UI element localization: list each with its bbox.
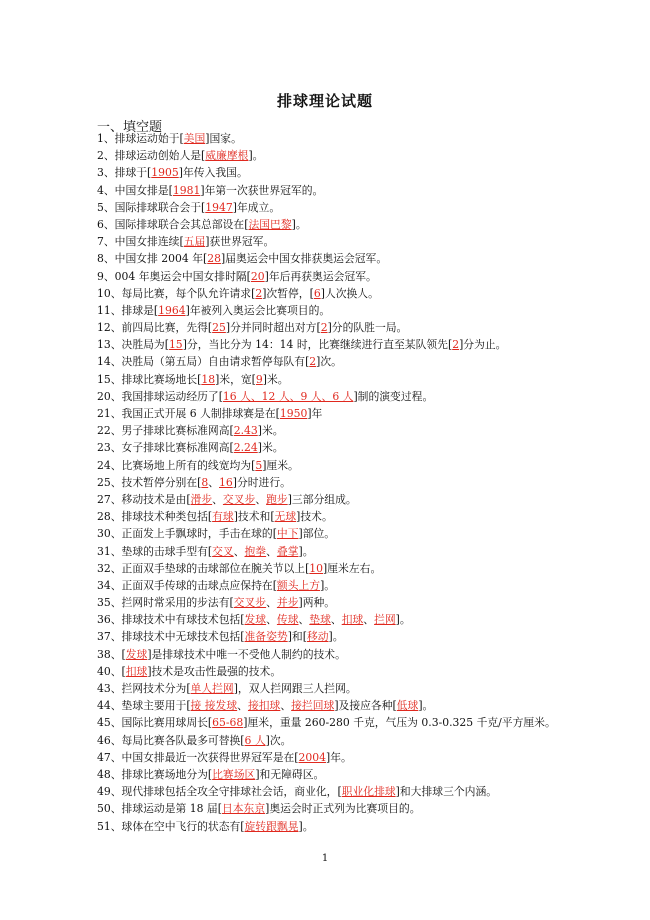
question-text: 44、垫球主要用于[ [97, 699, 191, 713]
answer-text: 比赛场区 [212, 767, 256, 781]
question-item [97, 783, 617, 800]
question-item [97, 216, 617, 233]
answer-text: 并步 [276, 596, 299, 610]
question-item [97, 628, 617, 645]
question-item [97, 594, 617, 611]
question-text: ]年 [307, 407, 323, 420]
question-text: ]人次换人。 [320, 286, 379, 300]
question-item [97, 732, 617, 749]
question-item [97, 491, 617, 508]
question-text: 3、排球于[ [97, 166, 152, 180]
answer-text: 低球 [396, 699, 419, 713]
question-text: 11、排球是[ [97, 303, 159, 317]
question-item [97, 457, 617, 474]
question-text: 22、男子排球比赛标准网高[ [97, 424, 234, 438]
question-text: ]年被列入奥运会比赛项目的。 [185, 303, 331, 317]
question-text: 24、比赛场地上所有的线宽均为[ [97, 458, 256, 472]
question-item [97, 199, 617, 216]
question-text: 32、正面双手垫球的击球部位在腕关节以上[ [97, 561, 310, 575]
answer-text: 2 [320, 321, 328, 335]
question-text: ]年传入我国。 [178, 166, 248, 180]
question-item [97, 422, 617, 439]
question-text: 21、我国正式开展 6 人制排球赛是在[ [97, 407, 280, 420]
answer-text: 垫球 [309, 613, 331, 627]
answer-text: 1981 [172, 183, 201, 197]
answer-text: 滑步 [190, 492, 213, 506]
question-text: ]。 [320, 578, 336, 592]
question-text: 20、我国排球运动经历了[ [97, 389, 223, 403]
question-text: 34、正面双手传球的击球点应保持在[ [97, 578, 277, 592]
answer-text: 有球 [212, 510, 234, 524]
answer-text: 发球 [125, 647, 148, 661]
question-item [97, 250, 617, 267]
answer-text: 单人拦网 [190, 682, 234, 695]
question-text: 47、中国女排最近一次获得世界冠军是在[ [97, 750, 299, 764]
question-text: 30、正面发上手飘球时，手击在球的[ [97, 527, 277, 541]
question-text: 28、排球技术种类包括[ [97, 510, 213, 524]
question-text: ]国家。 [205, 132, 242, 145]
question-text: 46、每局比赛各队最多可替换[ [97, 733, 245, 747]
question-text: ]及接应各种[ [334, 699, 397, 713]
question-text: 48、排球比赛场地分为[ [97, 767, 213, 781]
answer-text: 2 [309, 355, 317, 369]
question-item [97, 405, 617, 422]
question-item [97, 474, 617, 491]
question-text: 8、中国女排 2004 年[ [97, 252, 208, 266]
question-text: 35、拦网时常采用的步法有[ [97, 596, 234, 610]
question-text: ]分时进行。 [232, 475, 291, 489]
question-item [97, 714, 617, 731]
question-text: 、 [237, 699, 248, 713]
question-text: ]年成立。 [232, 200, 281, 214]
answer-text: 16 人、12 人、9 人、6 人 [222, 389, 354, 403]
question-text: 、 [266, 613, 277, 627]
question-item [97, 302, 617, 319]
question-item [97, 646, 617, 663]
answer-text: 2 [452, 338, 460, 352]
question-item [97, 663, 617, 680]
question-text: ]获世界冠军。 [205, 235, 275, 249]
question-text: 9、004 年奥运会中国女排时隔[ [97, 269, 251, 283]
answer-text: 法国巴黎 [248, 217, 292, 231]
question-text: 50、排球运动是第 18 届[ [97, 802, 222, 816]
answer-text: 8 [201, 475, 209, 489]
section-heading: 一、填空题 [97, 120, 163, 135]
question-text: ]厘米左右。 [323, 561, 382, 575]
answer-text: 1947 [205, 200, 233, 214]
question-text: ]分为止。 [459, 338, 507, 352]
question-text: 、 [266, 596, 277, 610]
answer-text: 抱拳 [244, 544, 267, 558]
answer-text: 叠掌 [276, 544, 299, 558]
question-text: ]年。 [325, 750, 352, 764]
question-item [97, 749, 617, 766]
question-item [97, 560, 617, 577]
answer-text: 职业化排球 [341, 785, 396, 799]
document-title: 排球理论试题 [276, 92, 373, 110]
question-item [97, 285, 617, 302]
question-text: 5、国际排球联合会于[ [97, 200, 206, 214]
answer-text: 25 [212, 321, 226, 335]
question-item [97, 130, 617, 147]
answer-text: 接拦回球 [291, 699, 335, 713]
question-text: 37、排球技术中无球技术包括[ [97, 630, 245, 644]
question-text: ]厘米，重量 260-280 千克，气压为 0.3-0.325 千克/平方厘米。 [243, 716, 556, 730]
question-text: 23、女子排球比赛标准网高[ [97, 441, 234, 455]
question-text: 、 [255, 492, 267, 506]
question-item [97, 182, 617, 199]
answer-text: 9 [255, 372, 263, 386]
question-text: 7、中国女排连续[ [97, 235, 184, 249]
answer-text: 接扣球 [247, 699, 281, 713]
question-text: ]奥运会时正式列为比赛项目的。 [265, 802, 421, 816]
question-item [97, 388, 617, 405]
answer-text: 交叉 [212, 544, 234, 558]
answer-text: 20 [250, 269, 265, 283]
page-number: 1 [321, 853, 329, 864]
answer-text: 2004 [298, 750, 326, 764]
question-text: ]。 [291, 217, 307, 231]
question-text: ]分，当比分为 14：14 时，比赛继续进行直至某队领先[ [182, 338, 453, 352]
question-item [97, 336, 617, 353]
question-text: 45、国际比赛用球周长[ [97, 716, 213, 730]
answer-text: 拦网 [374, 613, 396, 627]
question-text: ]厘米。 [262, 458, 299, 472]
question-item [97, 508, 617, 525]
question-text: ]部位。 [298, 527, 336, 541]
question-text: 31、垫球的击球手型有[ [97, 544, 213, 558]
answer-text: 65-68 [212, 716, 244, 730]
question-item [97, 543, 617, 560]
answer-text: 传球 [276, 613, 299, 627]
answer-text: 28 [207, 252, 221, 266]
question-text: ]和无障碍区。 [255, 767, 325, 781]
question-item [97, 818, 617, 835]
question-text: 43、拦网技术分为[ [97, 682, 191, 695]
answer-text: 18 [201, 372, 216, 386]
question-text: 、 [363, 613, 375, 627]
question-text: 51、球体在空中飞行的状态有[ [97, 819, 245, 833]
question-item [97, 319, 617, 336]
question-text: 、 [266, 544, 277, 558]
question-text: ]。 [298, 544, 314, 558]
question-list [97, 130, 617, 835]
question-text: ]米。 [257, 424, 284, 438]
question-item [97, 800, 617, 817]
question-item [97, 577, 617, 594]
question-item [97, 439, 617, 456]
answer-text: 1950 [279, 407, 308, 420]
answer-text: 移动 [306, 630, 329, 644]
answer-text: 美国 [183, 132, 206, 145]
question-text: ]米。 [262, 372, 289, 386]
question-text: ]两种。 [298, 596, 336, 610]
question-text: 、 [280, 699, 292, 713]
answer-text: 日本东京 [221, 802, 266, 816]
question-text: 36、排球技术中有球技术包括[ [97, 613, 245, 627]
question-text: ]届奥运会中国女排获奥运会冠军。 [220, 252, 388, 266]
question-text: ]分并同时超出对方[ [225, 321, 321, 335]
question-item [97, 268, 617, 285]
question-item [97, 147, 617, 164]
question-text: 15、排球比赛场地长[ [97, 372, 202, 386]
question-text: 1、排球运动始于[ [97, 132, 184, 145]
question-text: 4、中国女排是[ [97, 183, 173, 197]
question-text: 6、国际排球联合会其总部设在[ [97, 217, 249, 231]
question-text: 49、现代排球包括全攻全守排球社会话，商业化，[ [97, 785, 342, 799]
question-text: ]米。 [257, 441, 284, 455]
question-text: ]三部分组成。 [287, 492, 357, 506]
question-text: ]和[ [287, 630, 307, 644]
question-text: 、 [298, 613, 310, 627]
question-text: ]。 [418, 699, 434, 713]
question-text: ]。 [395, 613, 411, 627]
answer-text: 6 [313, 286, 321, 300]
answer-text: 2.43 [233, 424, 258, 438]
answer-text: 扣球 [125, 664, 148, 678]
answer-text: 2.24 [233, 441, 258, 455]
question-text: 12、前四局比赛，先得[ [97, 321, 213, 335]
question-text: ]技术和[ [233, 510, 275, 524]
question-text: ]。 [248, 149, 264, 163]
question-text: 、 [212, 492, 223, 506]
answer-text: 额头上方 [276, 578, 321, 592]
answer-text: 15 [168, 338, 183, 352]
question-text: ]年第一次获世界冠军的。 [200, 183, 324, 197]
question-text: ]制的演变过程。 [353, 389, 434, 403]
question-text: 、 [208, 475, 219, 489]
question-text: ]。 [298, 819, 314, 833]
answer-text: 旋转跟飘晃 [244, 819, 299, 833]
question-item [97, 680, 617, 697]
answer-text: 交叉步 [222, 492, 256, 506]
question-text: ]年后再获奥运会冠军。 [264, 269, 377, 283]
question-text: ]次。 [265, 733, 292, 747]
answer-text: 10 [309, 561, 324, 575]
question-text: ]技术。 [296, 510, 333, 524]
question-item [97, 697, 617, 714]
answer-text: 中下 [276, 527, 299, 541]
question-text: 10、每局比赛，每个队允许请求[ [97, 286, 256, 300]
question-item [97, 525, 617, 542]
question-text: ]是排球技术中唯一不受他人制约的技术。 [147, 647, 346, 661]
question-text: ]次。 [316, 355, 342, 369]
answer-text: 跑步 [266, 492, 288, 506]
answer-text: 准备姿势 [244, 630, 288, 644]
question-text: 40、[ [97, 664, 126, 678]
question-text: 38、[ [97, 647, 126, 661]
answer-text: 2 [255, 286, 263, 300]
answer-text: 无球 [274, 510, 297, 524]
question-text: ]米，宽[ [215, 372, 256, 386]
question-text: 14、决胜局（第五局）自由请求暂停每队有[ [97, 355, 310, 369]
answer-text: 接 接发球 [190, 699, 238, 713]
question-text: 、 [330, 613, 342, 627]
question-item [97, 371, 617, 388]
answer-text: 交叉步 [233, 596, 267, 610]
answer-text: 16 [219, 475, 233, 489]
question-text: 、 [233, 544, 245, 558]
question-text: ]次暂停，[ [262, 286, 314, 300]
answer-text: 威廉摩根 [205, 149, 249, 163]
answer-text: 五届 [183, 235, 206, 249]
answer-text: 5 [255, 458, 263, 472]
question-text: ]分的队胜一局。 [327, 321, 408, 335]
question-text: 25、技术暂停分别在[ [97, 475, 202, 489]
answer-text: 6 人 [244, 733, 266, 747]
answer-text: 1905 [151, 166, 179, 180]
answer-text: 扣球 [341, 613, 364, 627]
question-item [97, 353, 617, 370]
question-item [97, 233, 617, 250]
answer-text: 1964 [158, 303, 186, 317]
question-text: 27、移动技术是由[ [97, 492, 191, 506]
question-text: 2、排球运动创始人是[ [97, 149, 206, 163]
question-item [97, 611, 617, 628]
question-text: ]和大排球三个内涵。 [395, 785, 498, 799]
question-text: ]技术是攻击性最强的技术。 [147, 664, 282, 678]
question-text: ]，双人拦网跟三人拦网。 [233, 682, 357, 695]
question-text: 13、决胜局为[ [97, 338, 169, 352]
question-item [97, 164, 617, 181]
question-item [97, 766, 617, 783]
question-text: ]。 [328, 630, 344, 644]
answer-text: 发球 [244, 613, 267, 627]
